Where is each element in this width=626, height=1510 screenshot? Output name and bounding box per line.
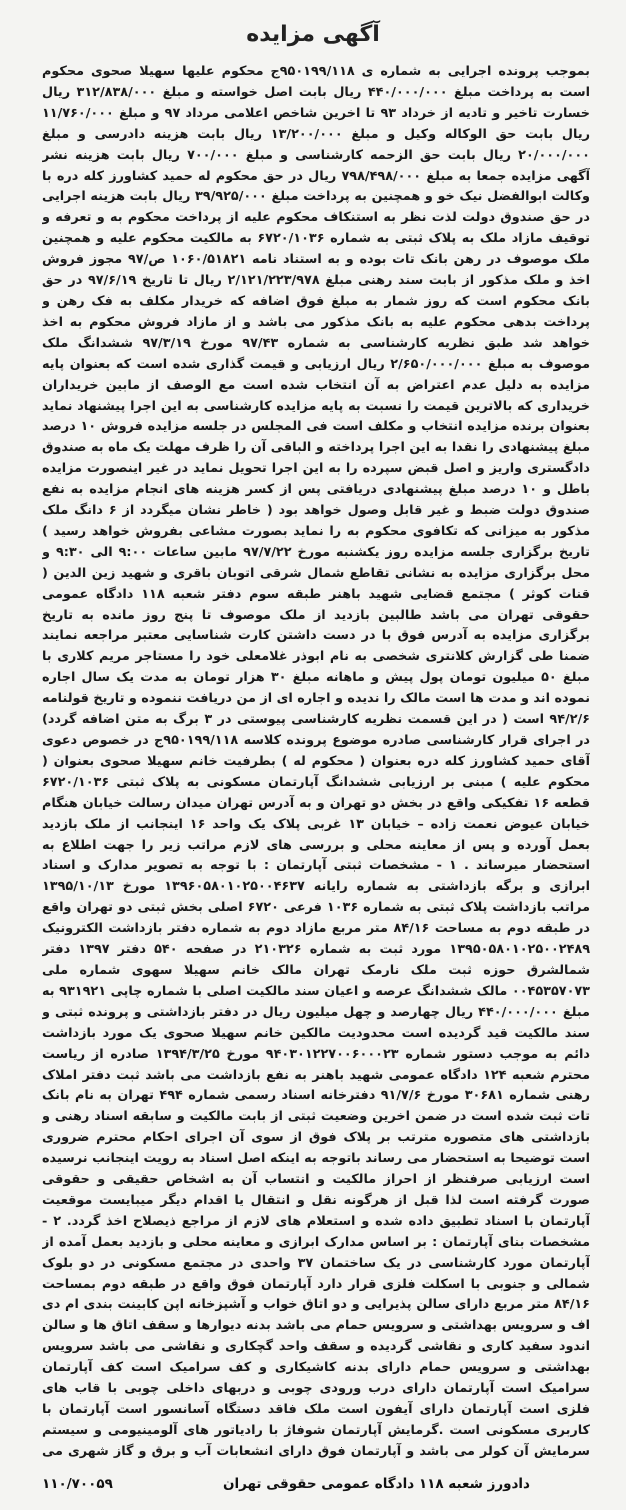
title-container [0, 22, 626, 47]
reference-number: ۱۱۰/۷۰۰۵۹ [42, 1476, 113, 1492]
signature-text: دادورز شعبه ۱۱۸ دادگاه عمومی حقوقی تهران [222, 1476, 530, 1492]
auction-notice-body: بموجب پرونده اجرایی به شماره ی ۹۵۰۱۹۹/۱۱۸ج محکوم علیها سهیلا صحوی محکوم است به پرداخت مبلغ ۴۴۰/۰۰۰/۰۰۰ ریال بابت اصل خواسته و مبلغ ۳۱۲/۸۳۸/۰۰۰ ریال خسارت تاخیر و تادیه از خرداد ۹۳ تا اخرین شاخص اعلامی مرداد ۹۷ و مبلغ ۱۱/۷۶۰/۰۰۰ ریال بابت حق الوکاله وکیل و مبلغ ۱۳/۲۰۰/۰۰۰ ریال بابت هزینه دادرسی و مبلغ ۲۰/۰۰۰/۰۰۰ ریال بابت حق الزحمه کارشناسی و مبلغ ۷۰۰/۰۰۰ ریال بابت هزینه نشر آگهی مزایده جمعا به مبلغ ۷۹۸/۴۹۸/۰۰۰ ریال در حق محکوم له حمید کشاورز کله دره با وکالت ابوالفضل نیک خو و همچنین به پرداخت مبلغ ۳۹/۹۲۵/۰۰۰ ریال بابت هزینه اجرایی در حق صندوق دولت لذت نظر به استنکاف محکوم علیه از پرداخت محکوم به و تعرفه و توقیف مازاد ملک به پلاک ثبتی به شماره ۶۷۲۰/۱۰۳۶ به مالکیت محکوم علیه و همچنین ملک موصوف در رهن بانک تات بوده و به استناد نامه ۱۰۶۰/۵۱۸۲۱ ص/۹۷ مجوز فروش اخذ و ملک مذکور از بابت سند رهنی مبلغ ۲/۱۲۱/۲۲۳/۹۷۸ ریال تا تاریخ ۹۷/۶/۱۹ در حق بانک محکوم است که روز شمار به مبلغ فوق اضافه که خریدار مکلف به فک رهن و پرداخت بدهی محکوم علیه به بانک مذکور می باشد و از مازاد فروش محکوم به اخذ خواهد شد طبق نظریه کارشناسی به شماره ۹۷/۴۳ مورخ ۹۷/۳/۱۹ ششدانگ ملک موصوف به مبلغ ۲/۶۵۰/۰۰۰/۰۰۰ ریال ارزیابی و قیمت گذاری شده است که بعنوان پایه مزایده به دلیل عدم اعتراض به آن انتخاب شده است مع الوصف از مابین خریداران خریداری که بالاترین قیمت را نسبت به پایه مزایده کارشناسی به این اجرا پیشنهاد نماید بعنوان برنده مزایده انتخاب و مکلف است فی المجلس در جلسه مزایده فروش ۱۰ درصد مبلغ پیشنهادی را نقدا به این اجرا پرداخته و الباقی آن را ظرف مهلت یک ماه به صندوق دادگستری واریز و اصل قبض سپرده را به این اجرا تحویل نماید در غیر اینصورت مزایده باطل و ۱۰ درصد مبلغ پیشنهادی دریافتی پس از کسر هزینه های انجام مزایده به نفع صندوق دولت ضبط و غیر قابل وصول خواهد بود ( خاطر نشان میگردد از ۶ دانگ ملک مذکور به میزانی که تکافوی محکوم به را نماید بصورت مشاعی بفروش خواهد رسید ) تاریخ برگزاری جلسه مزایده روز یکشنبه مورخ ۹۷/۷/۲۲ مابین ساعات ۹:۰۰ الی ۹:۳۰ و محل برگزاری مزایده به نشانی تقاطع شمال شرقی اتوبان باقری و شهید زین الدین ( قنات کوثر ) مجتمع قضایی شهید باهنر طبقه سوم دفتر شعبه ۱۱۸ دادگاه عمومی حقوقی تهران می باشد طالبین بازدید از ملک موصوف تا پنج روز مانده به تاریخ برگزاری مزایده به آدرس فوق با در دست داشتن کارت شناسایی معتبر مراجعه نمایند ضمنا طی گزارش کلانتری شخصی به نام ابوذر غلامعلی خود را مستاجر مریم کلاری با مبلغ ۵۰ میلیون تومان پول پیش و ماهانه مبلغ ۳۰ هزار تومان به مدت یک سال اجاره نموده اند و مدت ها است مالک را ندیده و اجاره ای از من دریافت ننموده و تاریخ قولنامه ۹۴/۲/۶ است ( در این قسمت نظریه کارشناسی پیوستی در ۳ برگ به متن اضافه گردد) در اجرای قرار کارشناسی صادره موضوع پرونده کلاسه ۹۵۰۱۹۹/۱۱۸ج در خصوص دعوی آقای حمید کشاورز کله دره بعنوان ( محکوم له ) بطرفیت خانم سهیلا صحوی بعنوان ( محکوم علیه ) مبنی بر ارزیابی ششدانگ آپارتمان مسکونی به پلاک ثبتی ۶۷۲۰/۱۰۳۶ قطعه ۱۶ تفکیکی واقع در بخش دو تهران و به آدرس تهران میدان رسالت خیابان هنگام خیابان عیوض نعمت زاده – خیابان ۱۳ غربی پلاک یک واحد ۱۶ اینجانب از ملک بازدید بعمل آورده و پس از معاینه محلی و بررسی های لازم مراتب زیر را جهت اطلاع به استحضار میرساند . ۱ - مشخصات ثبتی آپارتمان : با توجه به تصویر مدارک و اسناد ابرازی و برگه بازداشتی به شماره رایانه ۱۳۹۶۰۵۸۰۱۰۲۵۰۰۴۶۳۷ مورخ ۱۳۹۵/۱۰/۱۳ مراتب بازداشت پلاک ثبتی به شماره ۱۰۳۶ فرعی ۶۷۲۰ اصلی بخش ثبتی دو تهران واقع در طبقه دوم به مساحت ۸۴/۱۶ متر مربع مازاد دوم به شماره دفتر بازداشت الکترونیک ۱۳۹۵۰۵۸۰۱۰۲۵۰۰۲۴۸۹ مورد ثبت به شماره ۲۱۰۳۲۶ در صفحه ۵۴۰ دفتر ۱۳۹۷ دفتر شمالشرق حوزه ثبت ملک نارمک تهران مالک خانم سهیلا سهوی شماره ملی ۰۰۴۵۳۵۷۰۷۳ مالک ششدانگ عرصه و اعیان سند مالکیت اصلی با شماره چاپی ۹۳۱۹۲۱ به مبلغ ۴۴۰/۰۰۰/۰۰۰ ریال چهارصد و چهل میلیون ریال در دفتر بازداشتی و پرونده ثبتی و سند مالکیت قید گردیده است محدودیت مالکین خانم سهیلا صحوی یک مورد بازداشت دائم به موجب دستور شماره ۹۴۰۳۰۱۲۲۷۰۰۶۰۰۰۲۳ مورخ ۱۳۹۴/۳/۲۵ صادره از ریاست محترم شعبه ۱۲۴ دادگاه عمومی شهید باهنر به نفع بازداشت می باشد ثبت دفتر املاک رهنی شماره ۳۰۶۸۱ مورخ ۹۱/۷/۶ دفترخانه اسناد رسمی شماره ۴۹۴ تهران به نام بانک تات ثبت شده است در ضمن اخرین وضعیت ثبتی از بابت مالکیت و سابقه اسناد رهنی و بازداشتی های متصوره مترتب بر پلاک فوق از سوی آن اجرای احکام محترم ضروری است توضیحا به استحضار می رساند باتوجه به اینکه اصل اسناد به رویت اینجانب نرسیده است ارزیابی صرفنظر از احراز مالکیت و انتساب آن به اشخاص حقیقی و حقوقی صورت گرفته است لذا قبل از هرگونه نقل و انتقال یا اقدام دیگر میبایست موقعیت آپارتمان با اسناد تطبیق داده شده و استعلام های لازم از مراجع ذیصلاح اخذ گردد. ۲ - مشخصات بنای آپارتمان : بر اساس مدارک ابرازی و معاینه محلی و بازدید بعمل آمده از آپارتمان مورد کارشناسی در یک ساختمان ۳۷ واحدی در مجتمع مسکونی در دو بلوک شمالی و جنوبی با اسکلت فلزی قرار دارد آپارتمان فوق واقع در طبقه دوم بمساحت ۸۴/۱۶ متر مربع دارای سالن پذیرایی و دو اتاق خواب و آشپزخانه اپن کابینت بندی ام دی اف و سرویس بهداشتی و سرویس حمام می باشد بدنه دیوارها و سقف اتاق ها و سالن اندود سفید کاری و نقاشی گردیده و سقف واحد گچکاری و نقاشی می باشد سرویس بهداشتی و سرویس حمام دارای بدنه کاشیکاری و کف سرامیک است کف آپارتمان سرامیک است آپارتمان دارای درب ورودی چوبی و دربهای داخلی چوبی با قاب های فلزی است آپارتمان دارای آیفون است ملک فاقد دستگاه آسانسور است آپارتمان با کاربری مسکونی است .گرمایش آپارتمان شوفاژ با رادیاتور های آلومینیومی و سیستم سرمایش آن کولر می باشد و آپارتمان فوق دارای انشعابات آب و برق و گاز شهری می [42, 64, 590, 1459]
page-title: آگهی مزایده [246, 22, 380, 47]
